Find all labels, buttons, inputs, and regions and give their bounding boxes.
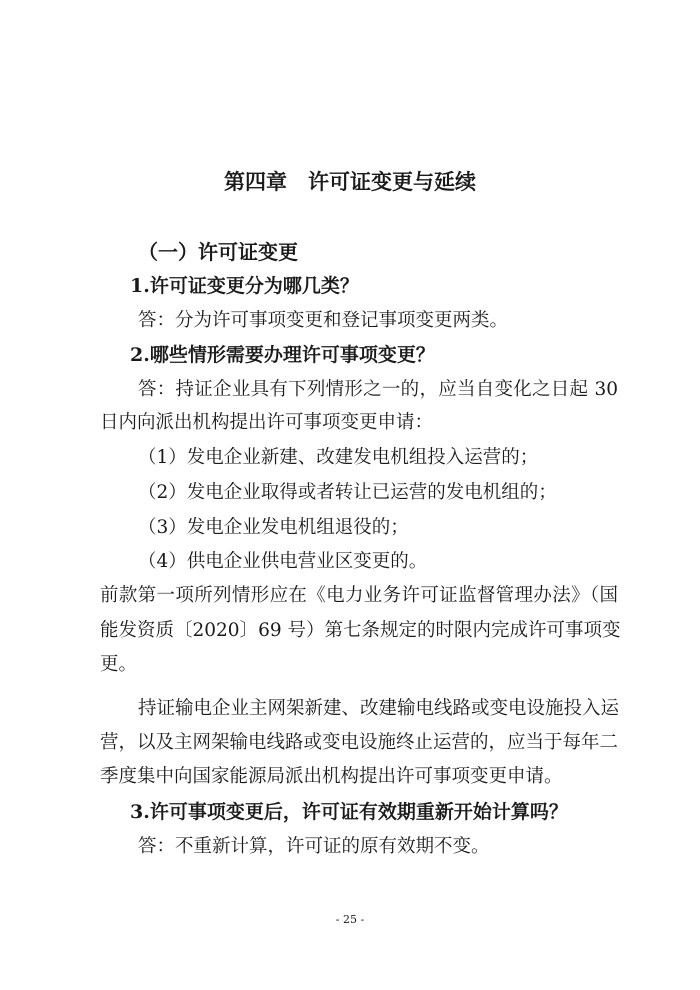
answer-3: 答：不重新计算，许可证的原有效期不变。 xyxy=(138,836,490,857)
note-line-1: 前款第一项所列情形应在《电力业务许可证监督管理办法》（国 xyxy=(100,585,618,606)
question-2: 2.哪些情形需要办理许可事项变更？ xyxy=(130,344,435,366)
answer-1: 答：分为许可事项变更和登记事项变更两类。 xyxy=(138,310,509,331)
question-1: 1.许可证变更分为哪几类？ xyxy=(130,275,359,297)
answer-2-line-2: 日内向派出机构提出许可事项变更申请： xyxy=(100,412,434,433)
list-item-2: （2）发电企业取得或者转让已运营的发电机组的； xyxy=(138,482,557,503)
list-item-1: （1）发电企业新建、改建发电机组投入运营的； xyxy=(138,447,539,468)
list-item-4: （4）供电企业供电营业区变更的。 xyxy=(138,551,428,572)
paragraph-line-3: 季度集中向国家能源局派出机构提出许可事项变更申请。 xyxy=(100,766,563,787)
paragraph-line-1: 持证输电企业主网架新建、改建输电线路或变电设施投入运 xyxy=(138,698,620,719)
page-number: - 25 - xyxy=(335,913,365,926)
note-line-3: 更。 xyxy=(100,654,138,675)
chapter-title: 第四章 许可证变更与延续 xyxy=(224,170,476,194)
question-3: 3.许可事项变更后，许可证有效期重新开始计算吗？ xyxy=(130,801,568,823)
section-title: （一）许可证变更 xyxy=(138,240,298,264)
answer-2-line-1: 答：持证企业具有下列情形之一的，应当自变化之日起 30 xyxy=(138,379,618,400)
list-item-3: （3）发电企业发电机组退役的； xyxy=(138,517,409,538)
paragraph-line-2: 营，以及主网架输电线路或变电设施终止运营的，应当于每年二 xyxy=(100,732,619,753)
note-line-2: 能发资质〔2020〕69 号）第七条规定的时限内完成许可事项变 xyxy=(100,620,621,641)
